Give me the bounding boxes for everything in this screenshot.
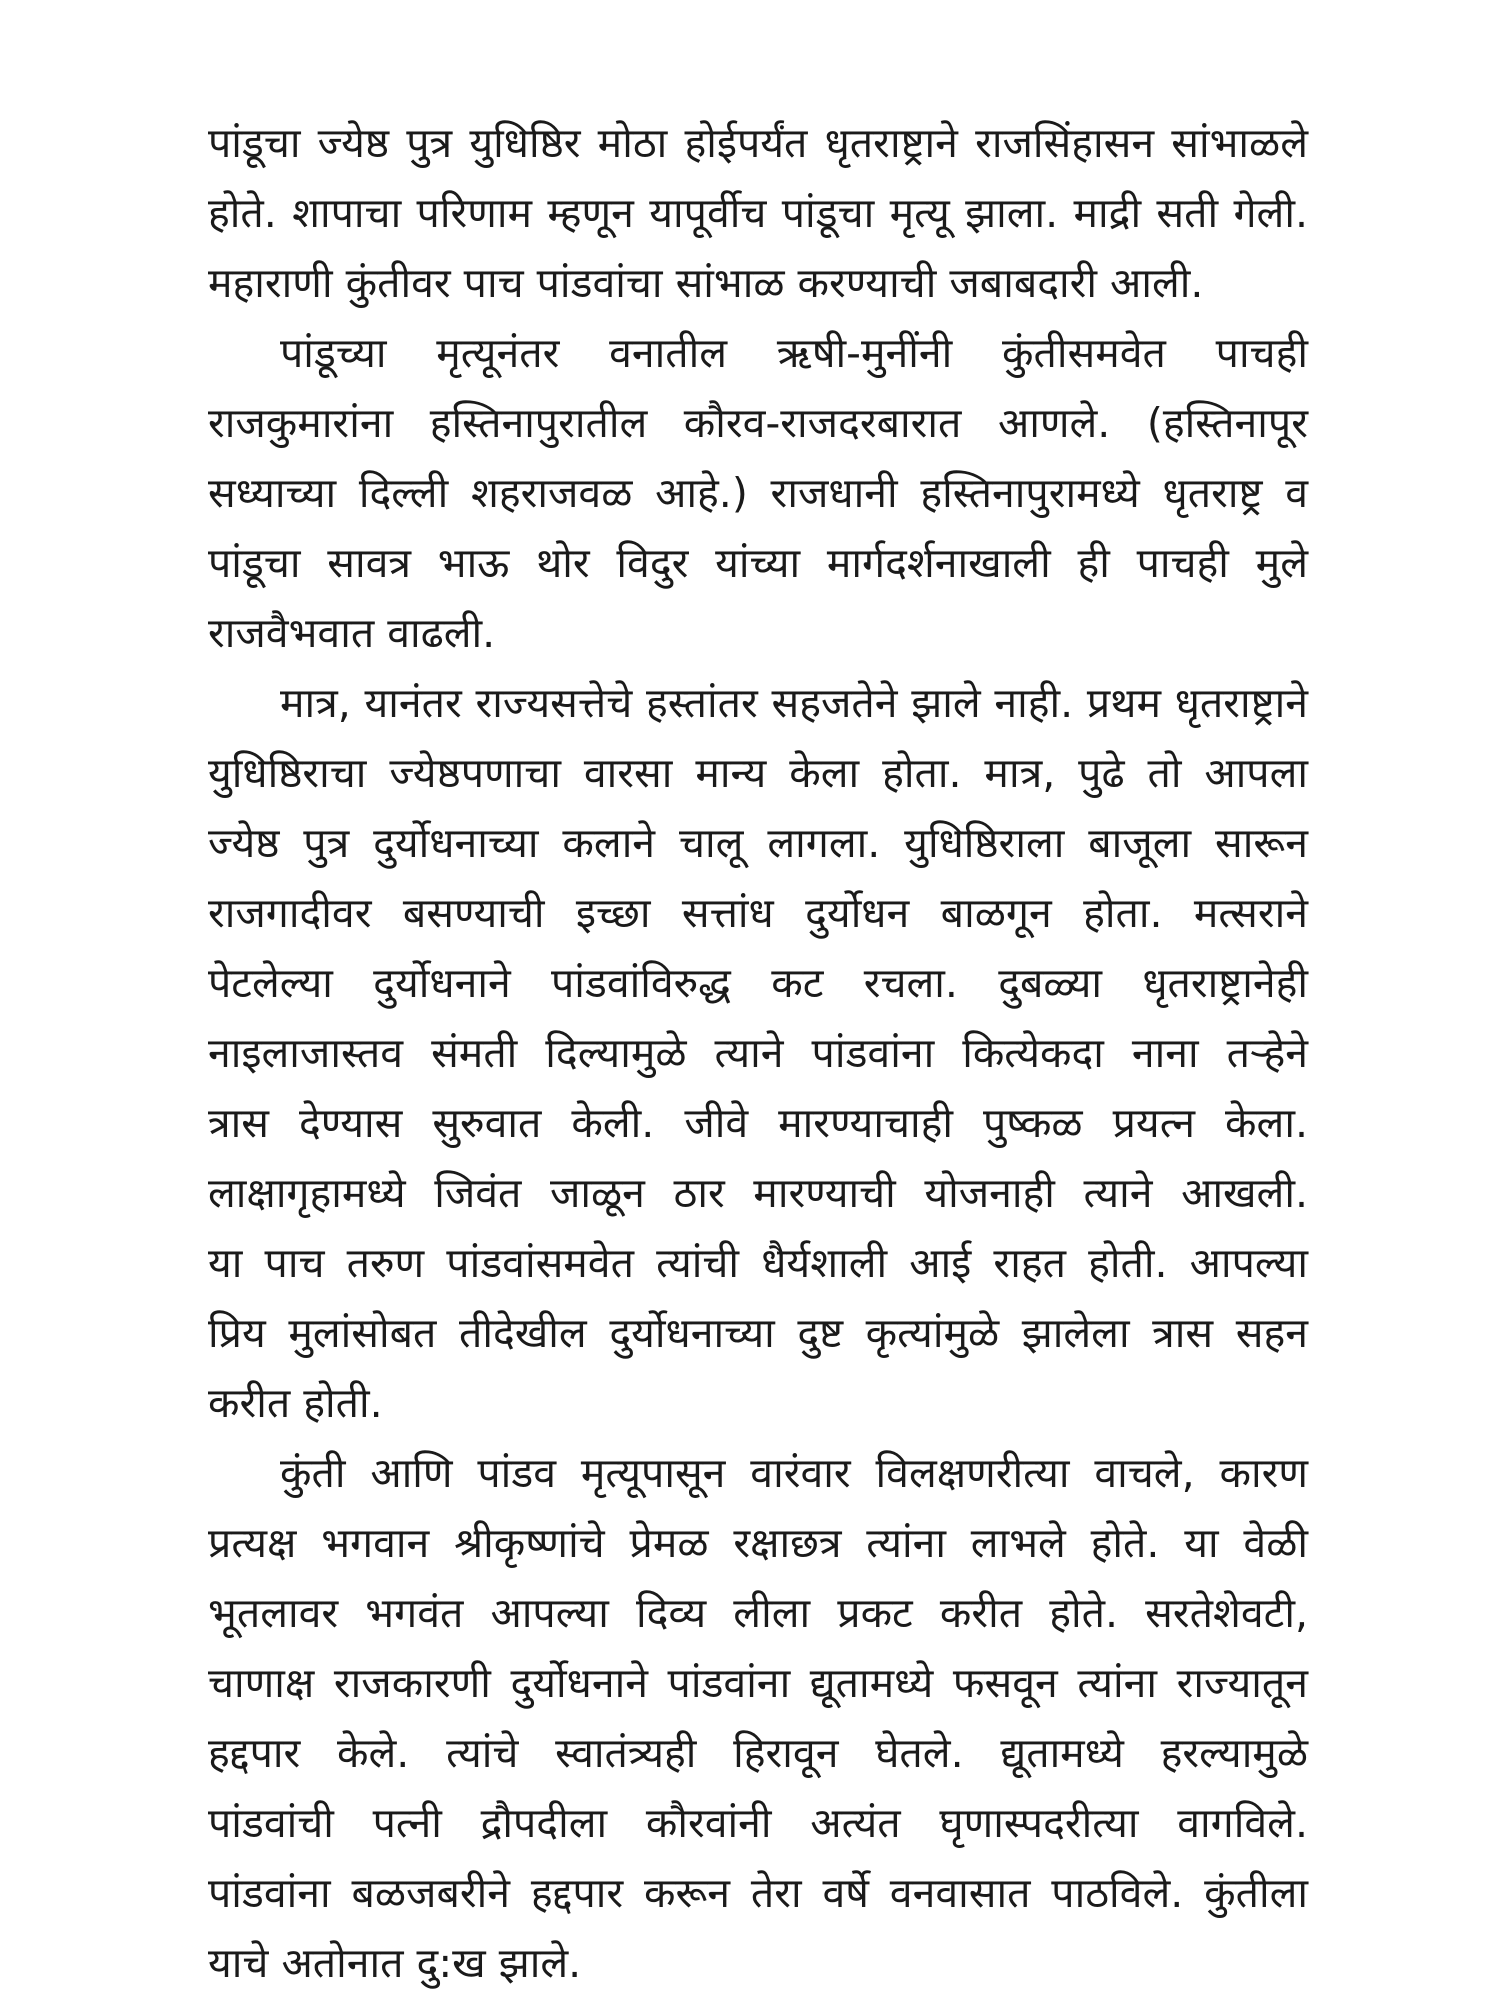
text-line: पांडूच्या मृत्यूनंतर वनातील ऋषी-मुनींनी कुंतीसमवेत पाचही — [280, 329, 1308, 377]
text-line: प्रत्यक्ष भगवान श्रीकृष्णांचे प्रेमळ रक्षाछत्र त्यांना लाभले होते. या वेळी — [208, 1519, 1308, 1567]
text-line: राजकुमारांना हस्तिनापुरातील कौरव-राजदरबारात आणले. (हस्तिनापूर — [208, 399, 1308, 447]
text-line: मात्र, यानंतर राज्यसत्तेचे हस्तांतर सहजतेने झाले नाही. प्रथम धृतराष्ट्राने — [280, 679, 1308, 727]
text-line: राजगादीवर बसण्याची इच्छा सत्तांध दुर्योधन बाळगून होता. मत्सराने — [208, 889, 1308, 937]
text-line: पांडवांना बळजबरीने हद्दपार करून तेरा वर्षे वनवासात पाठविले. कुंतीला — [208, 1869, 1308, 1917]
text-line: पांडवांची पत्नी द्रौपदीला कौरवांनी अत्यंत घृणास्पदरीत्या वागविले. — [208, 1799, 1308, 1847]
text-line: या पाच तरुण पांडवांसमवेत त्यांची धैर्यशाली आई राहत होती. आपल्या — [208, 1239, 1308, 1287]
text-line: युधिष्ठिराचा ज्येष्ठपणाचा वारसा मान्य केला होता. मात्र, पुढे तो आपला — [208, 749, 1308, 797]
text-line: पेटलेल्या दुर्योधनाने पांडवांविरुद्ध कट रचला. दुबळ्या धृतराष्ट्रानेही — [208, 959, 1308, 1007]
text-line: प्रिय मुलांसोबत तीदेखील दुर्योधनाच्या दुष्ट कृत्यांमुळे झालेला त्रास सहन — [208, 1309, 1308, 1357]
text-line: हद्दपार केले. त्यांचे स्वातंत्र्यही हिरावून घेतले. द्यूतामध्ये हरल्यामुळे — [208, 1729, 1308, 1777]
text-line: लाक्षागृहामध्ये जिवंत जाळून ठार मारण्याची योजनाही त्याने आखली. — [208, 1169, 1308, 1217]
text-line: भूतलावर भगवंत आपल्या दिव्य लीला प्रकट करीत होते. सरतेशेवटी, — [208, 1589, 1308, 1637]
text-line: राजवैभवात वाढली. — [208, 609, 496, 657]
text-line: करीत होती. — [208, 1379, 383, 1427]
text-line: पांडूचा सावत्र भाऊ थोर विदुर यांच्या मार्गदर्शनाखाली ही पाचही मुले — [208, 539, 1308, 587]
text-line: पांडूचा ज्येष्ठ पुत्र युधिष्ठिर मोठा होईपर्यंत धृतराष्ट्राने राजसिंहासन सांभाळले — [208, 119, 1308, 167]
paragraph-2 — [208, 318, 1308, 668]
text-line: होते. शापाचा परिणाम म्हणून यापूर्वीच पांडूचा मृत्यू झाला. माद्री सती गेली. — [208, 189, 1308, 237]
paragraph-3 — [208, 668, 1308, 1438]
text-line: कुंती आणि पांडव मृत्यूपासून वारंवार विलक्षणरीत्या वाचले, कारण — [280, 1449, 1308, 1497]
paragraph-4 — [208, 1438, 1308, 1998]
text-line: त्रास देण्यास सुरुवात केली. जीवे मारण्याचाही पुष्कळ प्रयत्न केला. — [208, 1099, 1308, 1147]
text-line: नाइलाजास्तव संमती दिल्यामुळे त्याने पांडवांना कित्येकदा नाना तऱ्हेने — [208, 1029, 1308, 1077]
document-page — [208, 108, 1308, 1987]
text-line: याचे अतोनात दु:ख झाले. — [208, 1939, 582, 1987]
text-line: चाणाक्ष राजकारणी दुर्योधनाने पांडवांना द्यूतामध्ये फसवून त्यांना राज्यातून — [208, 1659, 1308, 1707]
text-line: महाराणी कुंतीवर पाच पांडवांचा सांभाळ करण्याची जबाबदारी आली. — [208, 259, 1204, 307]
paragraph-1 — [208, 108, 1308, 318]
text-line: ज्येष्ठ पुत्र दुर्योधनाच्या कलाने चालू लागला. युधिष्ठिराला बाजूला सारून — [208, 819, 1308, 867]
text-line: सध्याच्या दिल्ली शहराजवळ आहे.) राजधानी हस्तिनापुरामध्ये धृतराष्ट्र व — [208, 469, 1308, 517]
